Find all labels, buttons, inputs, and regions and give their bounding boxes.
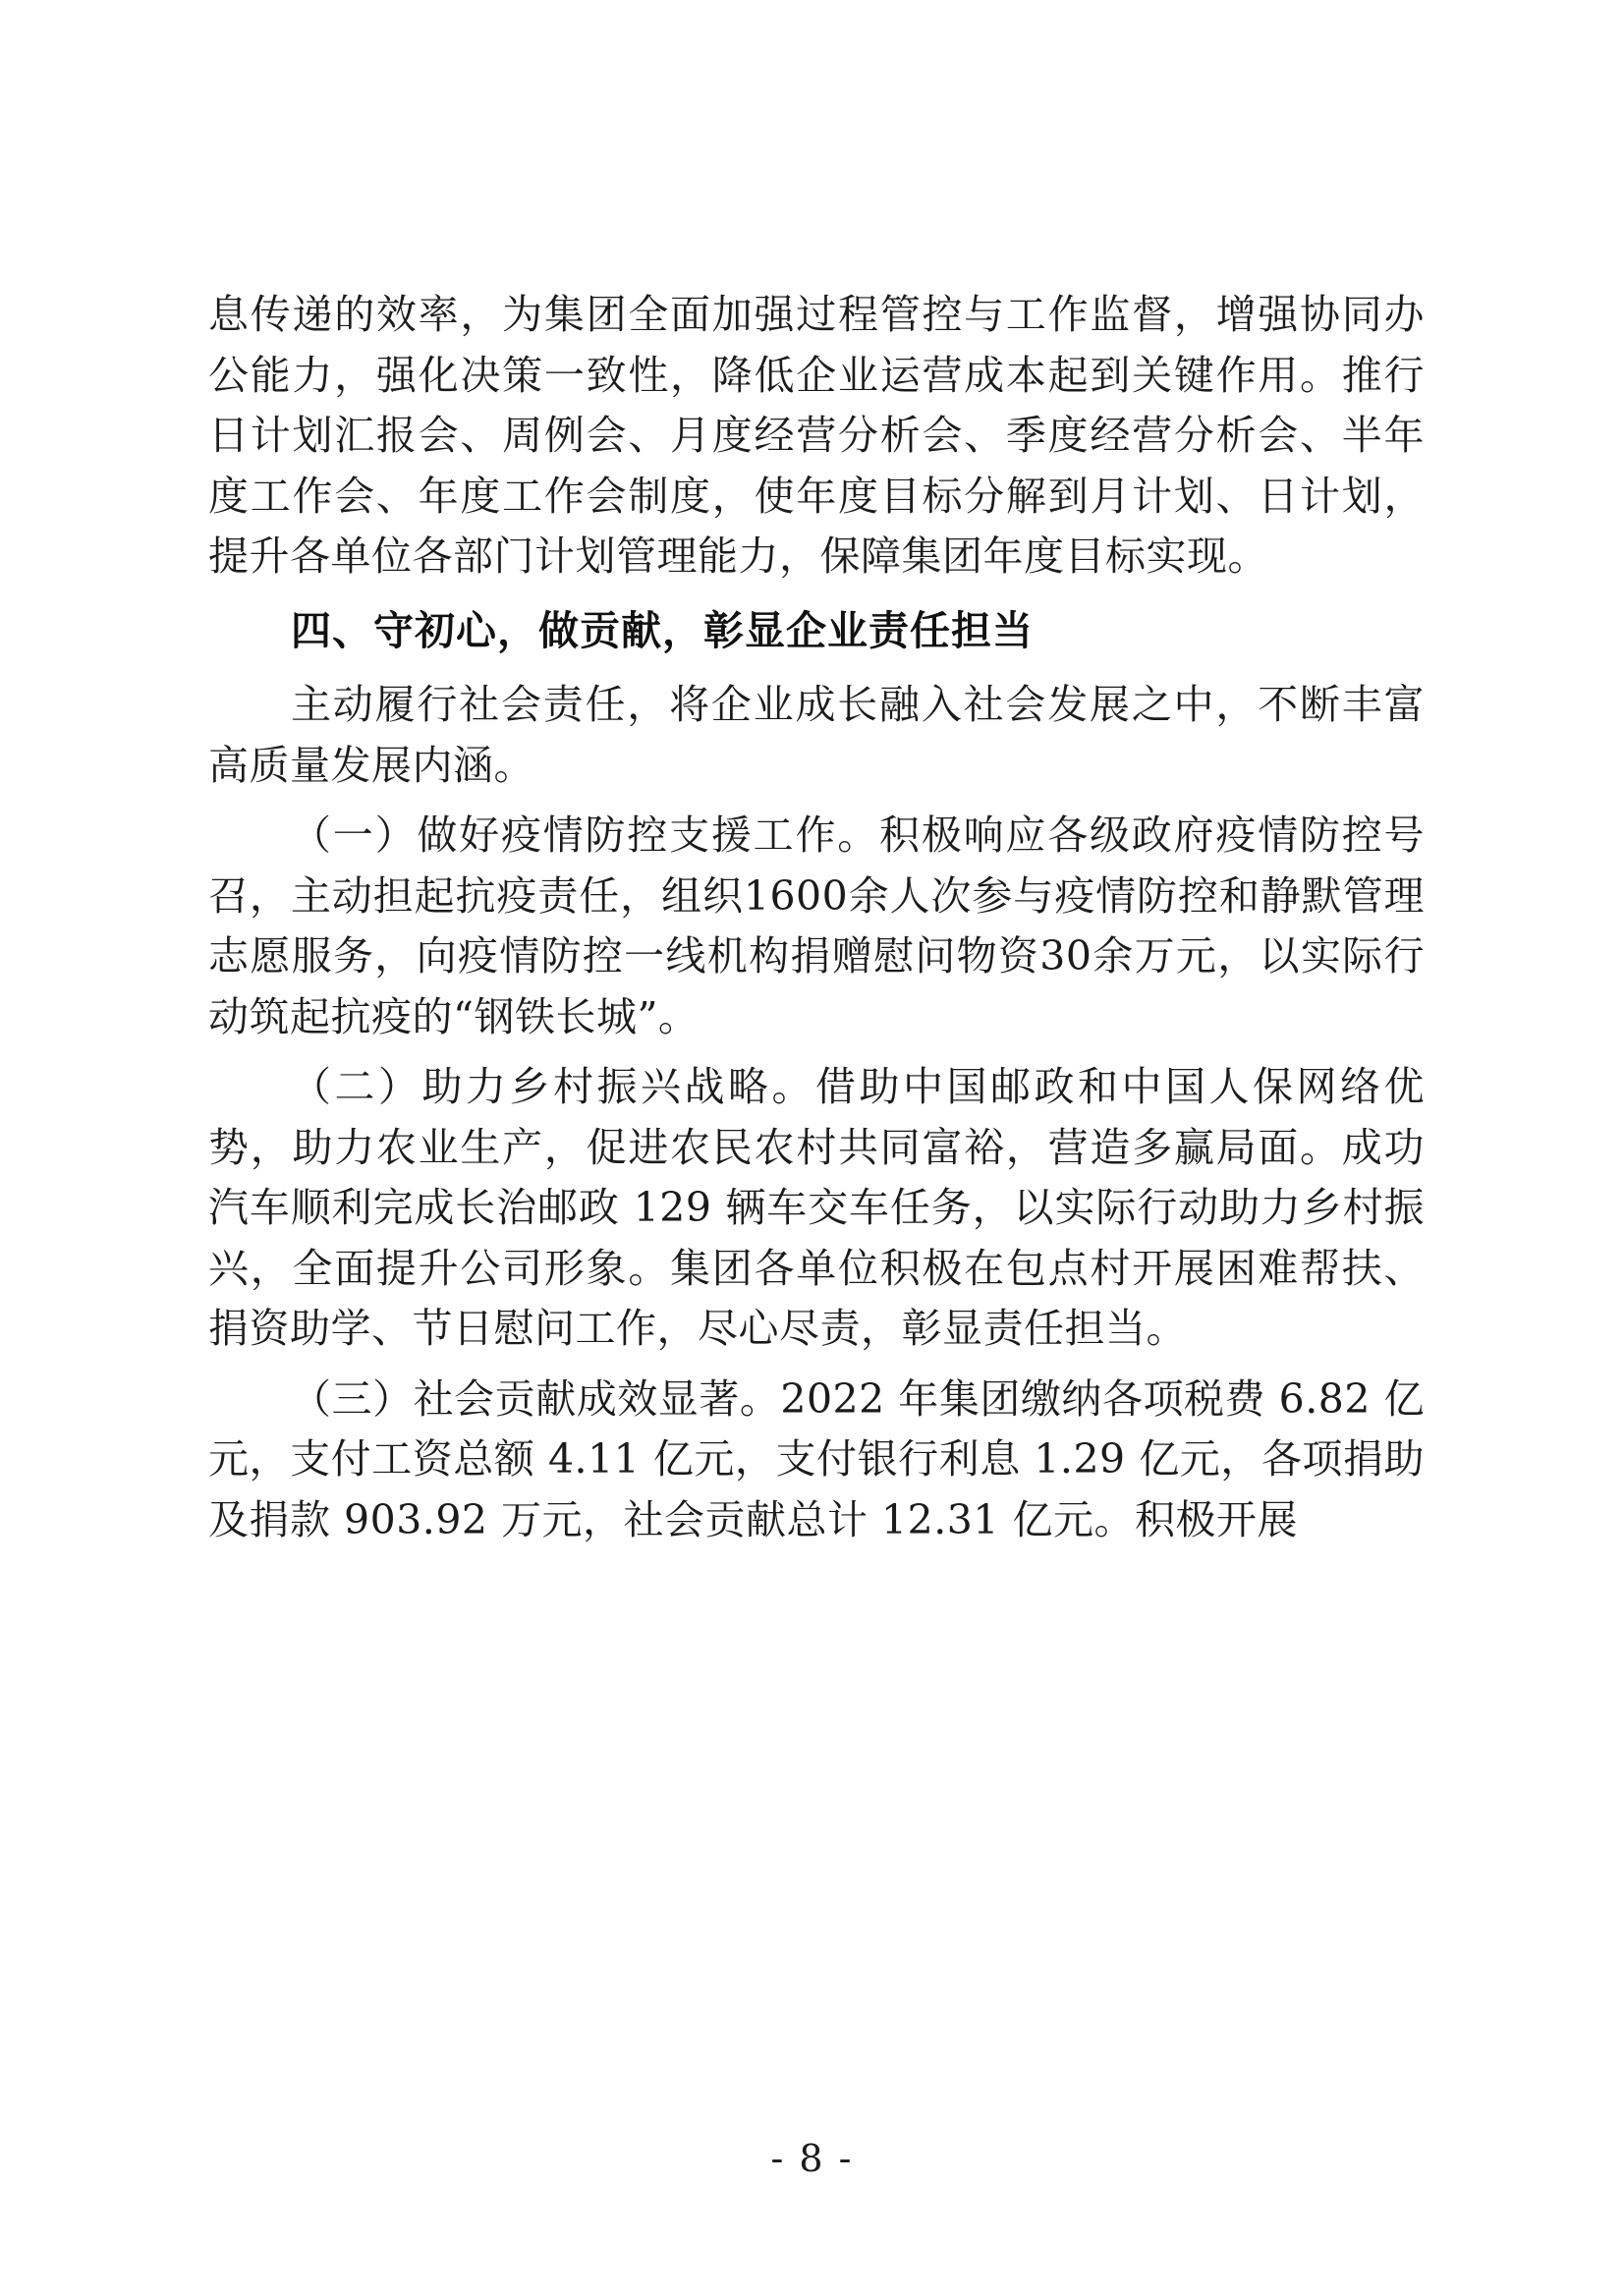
paragraph-item-three-social-contribution: （三）社会贡献成效显著。2022 年集团缴纳各项税费 6.82 亿元，支付工资总额 4.11 亿元，支付银行利息 1.29 亿元，各项捐助及捐款 903.92 万元，社会贡献总计 12.31 亿元。积极开展 [208,1374,1425,1543]
paragraph-spacer [208,1047,1425,1057]
page-number: - 8 - [770,2137,854,2180]
paragraph-spacer [208,1360,1425,1370]
paragraph-item-one-epidemic-support: （一）做好疫情防控支援工作。积极响应各级政府疫情防控号召，主动担起抗疫责任，组织1600余人次参与疫情防控和静默管理志愿服务，向疫情防控一线机构捐赠慰问物资30余万元，以实际行动筑起抗疫的“钢铁长城”。 [208,812,1425,1040]
paragraph-social-responsibility-intro: 主动履行社会责任，将企业成长融入社会发展之中，不断丰富高质量发展内涵。 [208,681,1425,789]
paragraph-continuation: 息传递的效率，为集团全面加强过程管控与工作监督，增强协同办公能力，强化决策一致性，降低企业运营成本起到关键作用。推行日计划汇报会、周例会、月度经营分析会、季度经营分析会、半年度工作会、年度工作会制度，使年度目标分解到月计划、日计划，提升各单位各部门计划管理能力，保障集团年度目标实现。 [208,291,1425,580]
page-body [208,285,1425,1550]
section-heading-four: 四、守初心，做贡献，彰显企业责任担当 [291,606,1034,654]
paragraph-item-two-rural-revitalization: （二）助力乡村振兴战略。借助中国邮政和中国人保网络优势，助力农业生产，促进农民农村共同富裕，营造多赢局面。成功汽车顺利完成长治邮政 129 辆车交车任务，以实际行动助力乡村振兴，全面提升公司形象。集团各单位积极在包点村开展困难帮扶、捐资助学、节日慰问工作，尽心尽责，彰显责任担当。 [208,1063,1425,1352]
paragraph-spacer [208,796,1425,806]
